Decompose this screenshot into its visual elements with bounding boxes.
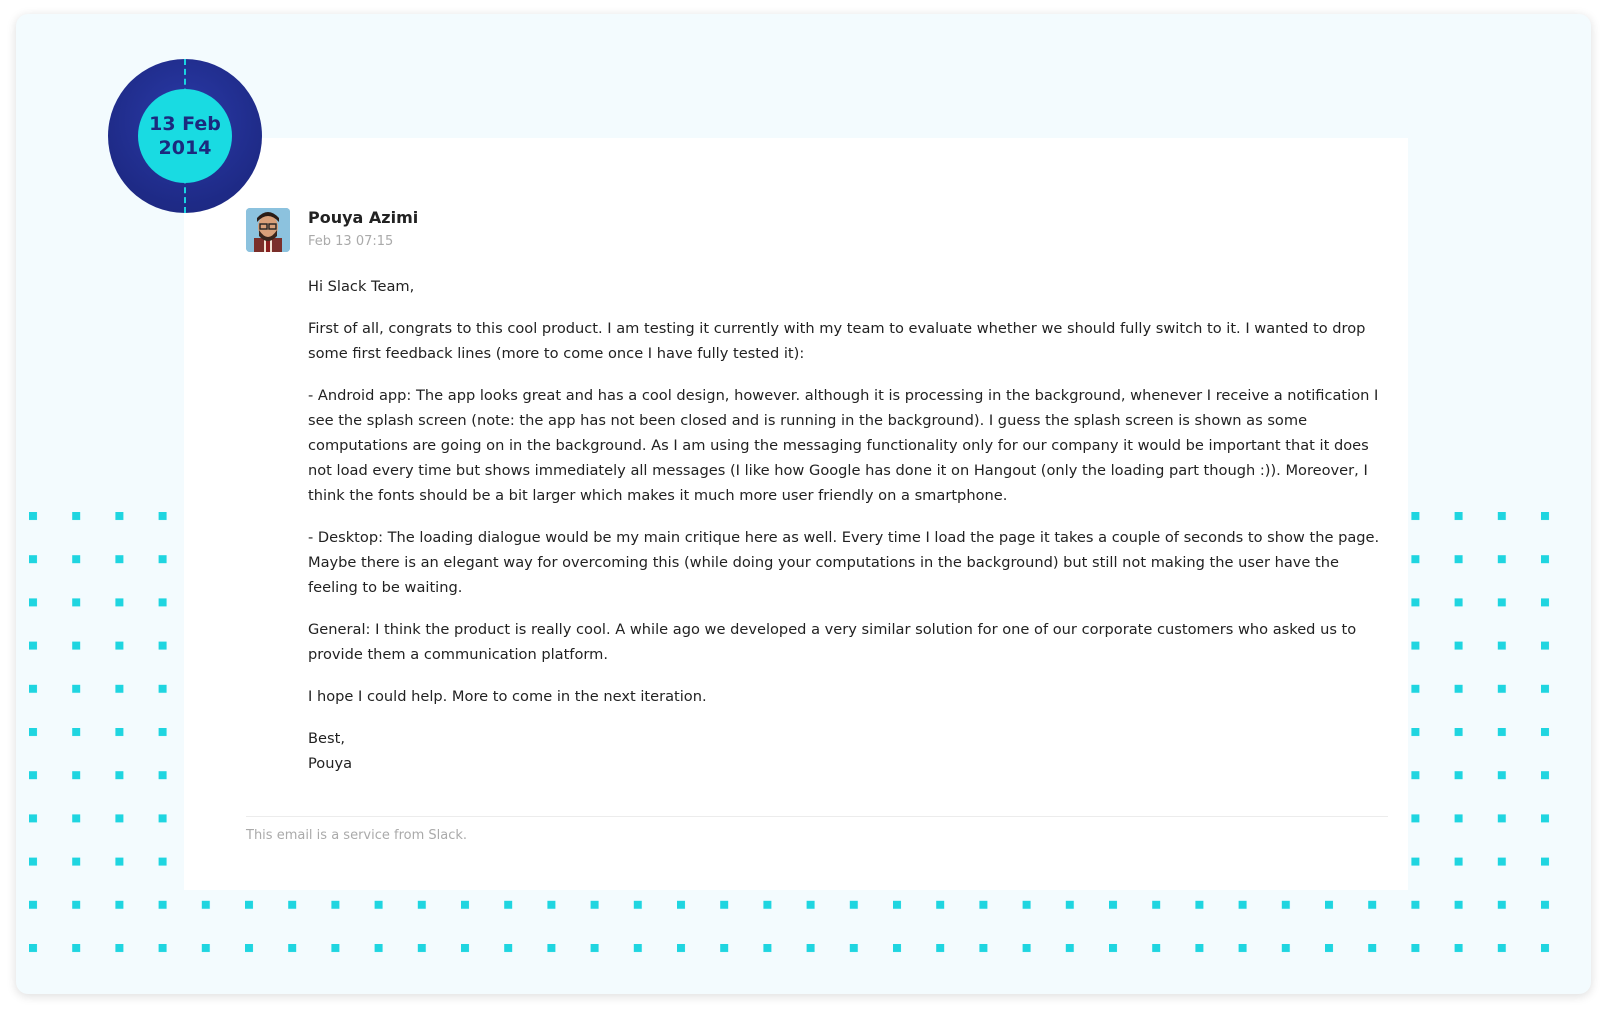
message-timestamp: Feb 13 07:15 <box>308 234 394 249</box>
message-signoff: Best, Pouya <box>308 730 353 772</box>
date-day-month: 13 Feb <box>149 113 221 135</box>
message-paragraph: First of all, congrats to this cool product. I am testing it currently with my team to evaluate whether we should fully switch to it. I wanted to drop some first feedback lines (more to come once I have fully tested it): <box>308 320 1366 362</box>
date-year: 2014 <box>158 137 212 159</box>
message-body <box>308 274 1388 793</box>
date-badge <box>108 59 262 213</box>
message-paragraph: General: I think the product is really cool. A while ago we developed a very similar solution for one of our corporate customers who asked us to provide them a communication platform. <box>308 621 1357 663</box>
email-footer: This email is a service from Slack. <box>246 828 468 843</box>
message-paragraph: - Desktop: The loading dialogue would be my main critique here as well. Every time I load the page it takes a couple of seconds to show the page. Maybe there is an elegant way for overcoming this (while doing your computations in the background) but still not making the user have the feeling to be waiting. <box>308 529 1380 596</box>
sender-name[interactable]: Pouya Azimi <box>308 208 419 227</box>
message-paragraph: Hi Slack Team, <box>308 278 415 295</box>
message-paragraph: I hope I could help. More to come in the next iteration. <box>308 688 707 705</box>
window-frame <box>16 14 1591 994</box>
avatar <box>246 208 290 252</box>
message-paragraph: - Android app: The app looks great and has a cool design, however. although it is processing in the background, whenever I receive a notification I see the splash screen (note: the app has not been closed and is running in the background). I guess the splash screen is shown as some computations are going on in the background. As I am using the messaging functionality only for our company it would be important that it does not load every time but shows immediately all messages (I like how Google has done it on Hangout (only the loading part though :)). Moreover, I think the fonts should be a bit larger which makes it much more user friendly on a smartphone. <box>308 387 1379 504</box>
date-badge-inner <box>138 89 232 183</box>
email-card <box>184 138 1408 890</box>
footer-divider <box>246 816 1388 817</box>
